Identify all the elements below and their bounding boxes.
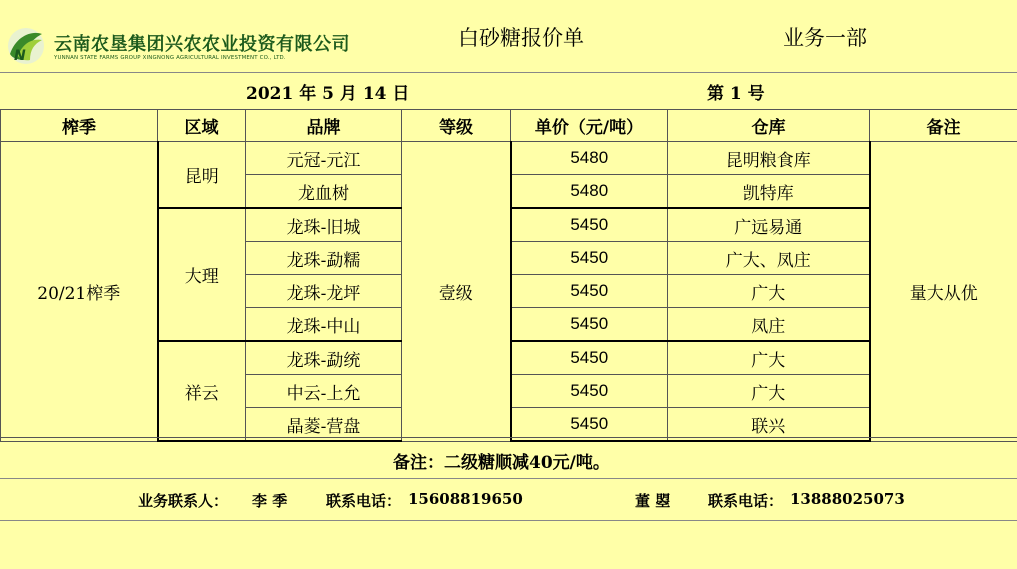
header-brand: 品牌 <box>246 110 402 142</box>
price-cell: 5450 <box>511 408 668 442</box>
serial-number: 第 1 号 <box>707 84 765 104</box>
company-name-en: YUNNAN STATE FARMS GROUP XINGNONG AGRICULTURAL INVESTMENT CO., LTD. <box>54 55 286 61</box>
header-grade: 等级 <box>402 110 511 142</box>
price-cell: 5450 <box>511 375 668 408</box>
contact2-phone-label: 联系电话： <box>708 492 784 510</box>
contact1-name: 李 季 <box>252 492 288 510</box>
warehouse-cell: 广远易通 <box>668 208 870 242</box>
header-region: 区域 <box>158 110 246 142</box>
header-warehouse: 仓库 <box>668 110 870 142</box>
warehouse-cell: 广大 <box>668 341 870 375</box>
price-cell: 5450 <box>511 242 668 275</box>
contact2-name: 董 曌 <box>635 492 671 510</box>
table-header-row <box>1 110 1017 142</box>
brand-cell: 中云-上允 <box>246 375 402 408</box>
brand-cell: 元冠-元江 <box>246 142 402 175</box>
note-row <box>0 437 1017 479</box>
price-cell: 5450 <box>511 341 668 375</box>
price-cell: 5450 <box>511 208 668 242</box>
header <box>0 0 1017 73</box>
svg-text:N: N <box>14 48 26 64</box>
warehouse-cell: 广大 <box>668 275 870 308</box>
warehouse-cell: 凤庄 <box>668 308 870 342</box>
price-cell: 5450 <box>511 308 668 342</box>
contact1-phone-label: 联系电话： <box>326 492 402 510</box>
remark-cell: 量大从优 <box>870 142 1017 442</box>
warehouse-cell: 昆明粮食库 <box>668 142 870 175</box>
warehouse-cell: 凯特库 <box>668 175 870 209</box>
brand-cell: 龙珠-勐糯 <box>246 242 402 275</box>
contact-row <box>0 478 1017 521</box>
brand-cell: 龙珠-中山 <box>246 308 402 342</box>
warehouse-cell: 联兴 <box>668 408 870 442</box>
company-logo-icon <box>6 26 46 66</box>
quote-date: 2021 年 5 月 14 日 <box>246 84 410 104</box>
header-season: 榨季 <box>1 110 158 142</box>
company-name: 云南农垦集团兴农农业投资有限公司 <box>54 34 350 55</box>
brand-cell: 龙血树 <box>246 175 402 209</box>
contact1-phone: 15608819650 <box>408 490 523 508</box>
contact-label: 业务联系人： <box>138 492 229 510</box>
second-grade-note: 备注：二级糖顺减40元/吨。 <box>393 453 610 473</box>
warehouse-cell: 广大 <box>668 375 870 408</box>
table-row <box>1 142 1017 175</box>
brand-cell: 龙珠-勐统 <box>246 341 402 375</box>
warehouse-cell: 广大、凤庄 <box>668 242 870 275</box>
region-cell: 昆明 <box>158 142 246 209</box>
price-cell: 5450 <box>511 275 668 308</box>
contact2-phone: 13888025073 <box>790 490 905 508</box>
brand-cell: 龙珠-龙坪 <box>246 275 402 308</box>
date-row <box>0 72 1017 110</box>
department: 业务一部 <box>783 26 867 50</box>
document-title: 白砂糖报价单 <box>458 26 584 50</box>
brand-cell: 晶菱-营盘 <box>246 408 402 442</box>
brand-cell: 龙珠-旧城 <box>246 208 402 242</box>
header-price: 单价（元/吨） <box>511 110 668 142</box>
price-cell: 5480 <box>511 175 668 209</box>
grade-cell: 壹级 <box>402 142 511 442</box>
region-cell: 大理 <box>158 208 246 341</box>
price-cell: 5480 <box>511 142 668 175</box>
region-cell: 祥云 <box>158 341 246 441</box>
header-remark: 备注 <box>870 110 1017 142</box>
season-cell: 20/21榨季 <box>1 142 158 442</box>
price-table <box>0 109 1017 442</box>
